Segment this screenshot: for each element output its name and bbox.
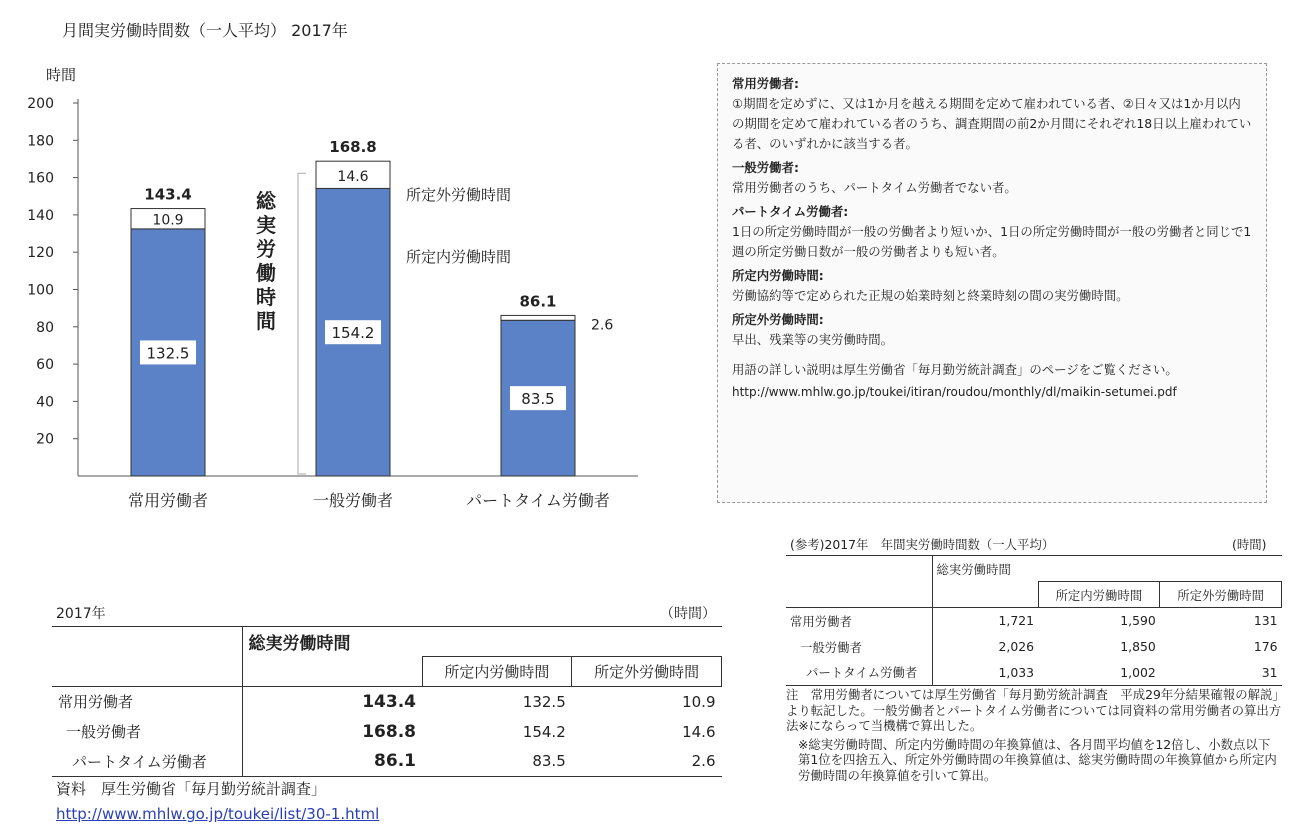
definition-term: 所定内労働時間:	[732, 268, 824, 283]
annual-header-overtime: 所定外労働時間	[1160, 582, 1282, 608]
cell-label: 一般労働者	[66, 723, 142, 741]
header-total: 総実労働時間	[242, 627, 722, 657]
table-row	[786, 634, 1282, 660]
cell-overtime: 14.6	[682, 722, 716, 741]
cell-scheduled: 1,002	[1038, 660, 1160, 686]
definition-desc: 早出、残業等の実労働時間。	[732, 332, 894, 347]
definition-desc: 常用労働者のうち、パートタイム労働者でない者。	[732, 180, 1017, 195]
monthly-table	[52, 626, 722, 777]
note-main: 注 常用労働者については厚生労働省「毎月勤労統計調査 平成29年分結果確報の解説」より転記した。一般労働者とパートタイム労働者については同資料の常用労働者の算出方法※にならって当機構で算出した。	[786, 687, 1282, 733]
data-label-overtime: 10.9	[152, 212, 184, 229]
table-row	[786, 660, 1282, 686]
cell-scheduled: 83.5	[422, 747, 572, 777]
cell-total: 143.4	[242, 687, 422, 717]
cell-label: パートタイム労働者	[786, 660, 932, 686]
source-text: 資料 厚生労働省「毎月勤労統計調査」	[56, 780, 327, 798]
chart-title: 月間実労働時間数（一人平均） 2017年	[62, 21, 348, 40]
table-row	[52, 747, 722, 777]
y-tick-label: 160	[27, 170, 54, 187]
y-tick-label: 40	[36, 394, 54, 411]
cell-scheduled: 132.5	[522, 692, 566, 711]
cell-total: 1,033	[932, 660, 1038, 686]
cell-scheduled: 1,590	[1120, 613, 1156, 629]
bar-overtime	[501, 315, 575, 320]
annotation-total: 総実労働時間	[256, 189, 276, 333]
annotation-scheduled: 所定内労働時間	[406, 248, 512, 266]
cell-overtime: 176	[1253, 639, 1278, 654]
definition-desc: 労働協約等で定められた正規の始業時刻と終業時刻の間の実労働時間。	[732, 288, 1129, 303]
y-axis-label: 時間	[46, 66, 77, 84]
x-tick-label: パートタイム労働者	[466, 491, 610, 510]
definitions-footer: 用語の詳しい説明は厚生労働省「毎月勤労統計調査」のページをご覧ください。	[732, 362, 1178, 377]
cell-scheduled: 1,850	[1120, 639, 1156, 654]
annual-header-scheduled: 所定内労働時間	[1038, 582, 1160, 608]
y-tick-label: 20	[36, 431, 54, 448]
table-row	[786, 608, 1282, 634]
y-tick-label: 180	[27, 133, 54, 150]
definition-term: パートタイム労働者:	[732, 204, 849, 219]
total-bracket	[298, 173, 306, 474]
data-label-scheduled: 83.5	[521, 390, 555, 409]
definition-desc: 1日の所定労働時間が一般の労働者より短いか、1日の所定労働時間が一般の労働者と同じで1週の所定労働日数が一般の労働者よりも短い者。	[732, 224, 1252, 259]
annual-header-total: 総実労働時間	[932, 556, 1282, 582]
data-label-total: 143.4	[144, 185, 192, 204]
cell-label: 常用労働者	[58, 693, 134, 712]
table-row	[52, 687, 722, 717]
data-label-overtime: 2.6	[591, 317, 614, 334]
data-label-scheduled: 154.2	[331, 324, 375, 343]
note-footnote: ※総実労働時間、所定内労働時間の年換算値は、各月間平均値を12倍し、小数点以下第1位を四捨五入、所定外労働時間の年換算値は、総実労働時間の年換算値から所定内労働時間の年換算値を引いて算出。	[798, 736, 1277, 783]
cell-overtime: 2.6	[572, 747, 722, 777]
x-tick-label: 一般労働者	[312, 491, 394, 510]
y-tick-label: 200	[27, 96, 54, 112]
cell-total: 86.1	[242, 747, 422, 777]
data-label-total: 168.8	[329, 138, 377, 157]
definitions-panel	[717, 63, 1267, 503]
header-overtime: 所定外労働時間	[572, 657, 722, 687]
definition-term: 所定外労働時間:	[732, 312, 824, 327]
bar-chart	[0, 0, 700, 525]
y-tick-label: 60	[36, 357, 54, 374]
data-label-total: 86.1	[519, 292, 557, 311]
y-tick-label: 140	[27, 207, 54, 224]
monthly-table-unit: （時間）	[660, 606, 716, 622]
annotation-overtime: 所定外労働時間	[406, 186, 512, 204]
cell-label: パートタイム労働者	[52, 747, 242, 777]
data-label-overtime: 14.6	[337, 168, 369, 185]
source-link[interactable]: http://www.mhlw.go.jp/toukei/list/30-1.html	[56, 805, 380, 823]
cell-overtime: 10.9	[682, 692, 716, 711]
definition-term: 一般労働者:	[732, 160, 799, 175]
x-tick-label: 常用労働者	[127, 491, 209, 510]
cell-scheduled: 154.2	[522, 722, 566, 741]
header-scheduled: 所定内労働時間	[422, 657, 572, 687]
cell-total: 168.8	[242, 717, 422, 747]
annual-note	[786, 687, 1282, 783]
annual-table	[786, 555, 1282, 686]
y-tick-label: 100	[27, 282, 54, 299]
definitions-list	[732, 74, 1252, 350]
cell-label: 常用労働者	[790, 613, 852, 629]
definition-desc: ①期間を定めずに、又は1か月を越える期間を定めて雇われている者、②日々又は1か月以内の期間を定めて雇われている者のうち、調査期間の前2か月間にそれぞれ18日以上雇われている者、のいずれかに該当する者。	[732, 96, 1252, 151]
table-row	[52, 717, 722, 747]
cell-total: 2,026	[932, 634, 1038, 660]
data-label-scheduled: 132.5	[146, 344, 190, 363]
definitions-url[interactable]: http://www.mhlw.go.jp/toukei/itiran/roudou/monthly/dl/maikin-setumei.pdf	[732, 385, 1177, 399]
cell-label: 一般労働者	[800, 639, 862, 655]
cell-overtime: 131	[1253, 613, 1278, 629]
monthly-table-year: 2017年	[56, 606, 106, 622]
annual-table-unit: (時間)	[1232, 537, 1267, 552]
y-tick-label: 120	[27, 245, 54, 262]
annual-table-title: (参考)2017年 年間実労働時間数（一人平均）	[790, 537, 1055, 552]
definition-term: 常用労働者:	[732, 76, 799, 91]
cell-total: 1,721	[932, 608, 1038, 634]
cell-overtime: 31	[1160, 660, 1282, 686]
y-tick-label: 80	[36, 319, 54, 336]
